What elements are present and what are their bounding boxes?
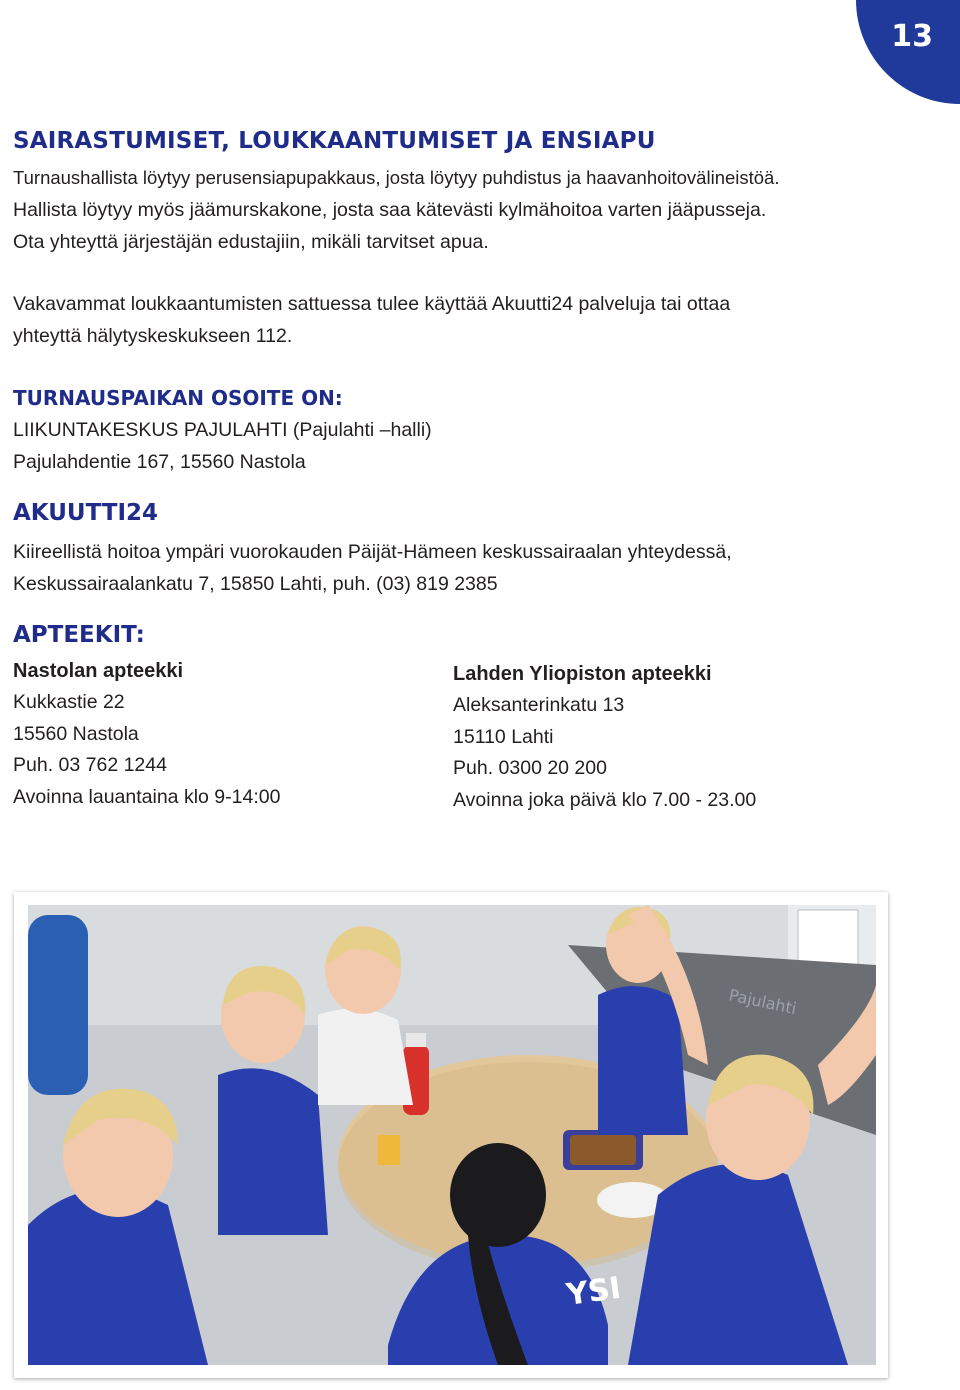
venue-heading: TURNAUSPAIKAN OSOITE ON:	[13, 386, 343, 410]
page-number: 13	[891, 19, 933, 54]
akuutti-section	[13, 496, 893, 600]
serious-line-2: yhteyttä hälytyskeskukseen 112.	[13, 325, 293, 347]
photo-frame	[14, 892, 888, 1378]
first-aid-line-2: Hallista löytyy myös jäämurskakone, josta saa kätevästi kylmähoitoa varten jääpusseja.	[13, 199, 767, 221]
serious-injuries-paragraph	[13, 288, 893, 352]
team-photo-illustration	[28, 905, 876, 1365]
pharmacies-heading: APTEEKIT:	[13, 622, 145, 648]
pharmacy-city: 15110 Lahti	[453, 725, 554, 748]
main-content	[13, 128, 893, 816]
first-aid-line-1: Turnaushallista löytyy perusensiapupakkaus, josta löytyy puhdistus ja haavanhoitovälineistöä.	[13, 167, 780, 188]
pharmacy-nastola	[13, 656, 453, 816]
serious-line-1: Vakavammat loukkaantumisten sattuessa tulee käyttää Akuutti24 palveluja tai ottaa	[13, 293, 731, 315]
pharmacy-street: Aleksanterinkatu 13	[453, 694, 625, 716]
team-photo	[28, 905, 876, 1365]
first-aid-line-3: Ota yhteyttä järjestäjän edustajiin, mikäli tarvitset apua.	[13, 231, 489, 253]
pharmacy-phone: Puh. 03 762 1244	[13, 754, 167, 776]
pharmacy-hours: Avoinna joka päivä klo 7.00 - 23.00	[453, 788, 757, 811]
pharmacy-hours: Avoinna lauantaina klo 9-14:00	[13, 785, 281, 808]
pharmacy-name: Nastolan apteekki	[13, 660, 184, 682]
pharmacy-lahti	[453, 659, 893, 816]
section-heading-first-aid: SAIRASTUMISET, LOUKKAANTUMISET JA ENSIAPU	[13, 128, 656, 154]
pharmacies-section	[13, 618, 893, 816]
akuutti-heading: AKUUTTI24	[13, 500, 159, 526]
pharmacy-street: Kukkastie 22	[13, 691, 125, 713]
pharmacy-city: 15560 Nastola	[13, 722, 139, 745]
pharmacy-phone: Puh. 0300 20 200	[453, 757, 607, 779]
akuutti-line-1: Kiireellistä hoitoa ympäri vuorokauden Päijät-Hämeen keskussairaalan yhteydessä,	[13, 541, 732, 563]
venue-section	[13, 382, 893, 478]
venue-name: LIIKUNTAKESKUS PAJULAHTI (Pajulahti –halli)	[13, 419, 432, 441]
mat-text: Pajulahti	[727, 985, 799, 1019]
venue-address: Pajulahdentie 167, 15560 Nastola	[13, 451, 306, 473]
pharmacies-grid	[13, 656, 893, 816]
akuutti-line-2: Keskussairaalankatu 7, 15850 Lahti, puh. (03) 819 2385	[13, 573, 498, 595]
shirt-text: YSI	[564, 1270, 624, 1313]
pharmacy-name: Lahden Yliopiston apteekki	[453, 663, 712, 685]
